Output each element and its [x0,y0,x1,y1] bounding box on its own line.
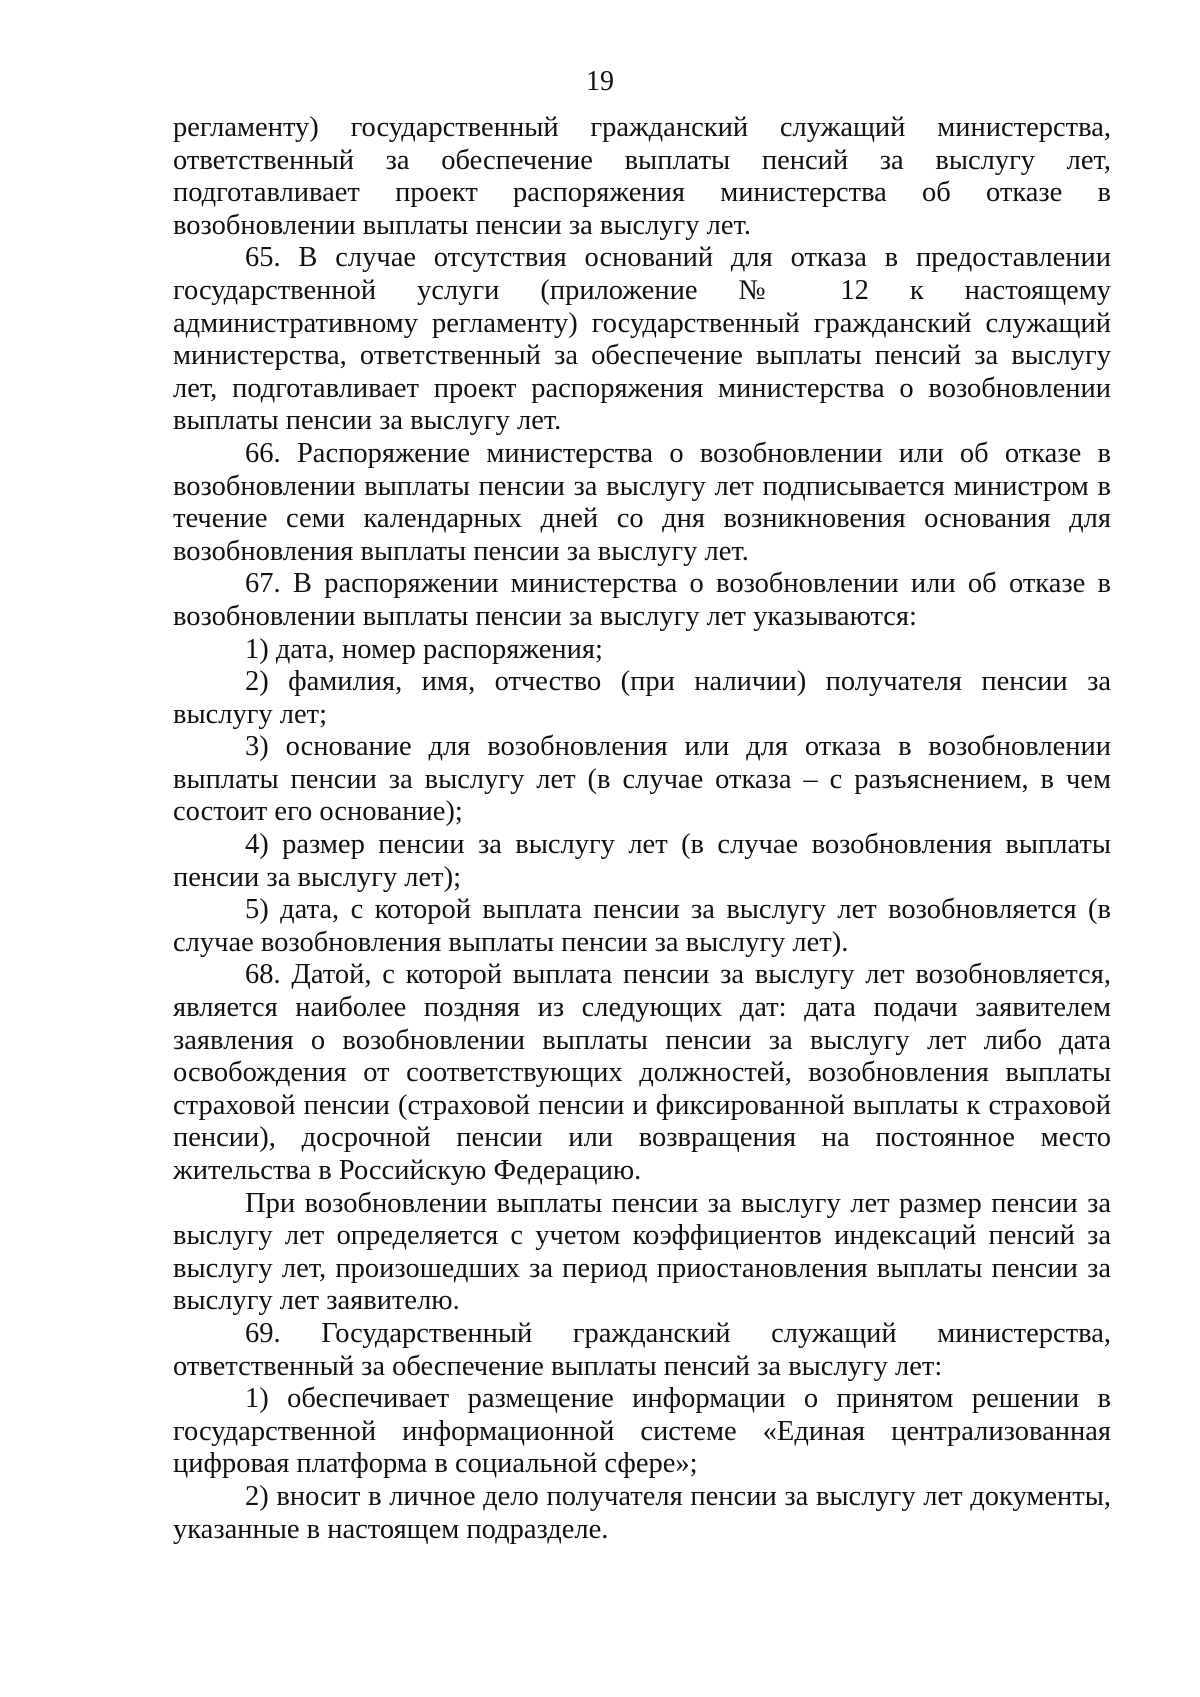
list-item-67-2: 2) фамилия, имя, отчество (при наличии) получателя пенсии за выслугу лет; [173,666,1111,730]
page-number: 19 [586,66,614,97]
paragraph-67: 67. В распоряжении министерства о возобновлении или об отказе в возобновлении выплаты пенсии за выслугу лет указываются: [173,568,1111,632]
document-body [173,112,1111,1546]
paragraph-continuation: регламенту) государственный гражданский служащий министерства, ответственный за обеспечение выплаты пенсий за выслугу лет, подготавливает проект распоряжения министерства об отказе в возобновлении выплаты пенсии за выслугу лет. [173,112,1111,241]
list-item-67-5: 5) дата, с которой выплата пенсии за выслугу лет возобновляется (в случае возобновления выплаты пенсии за выслугу лет). [173,894,1111,958]
paragraph-68: 68. Датой, с которой выплата пенсии за выслугу лет возобновляется, является наиболее поздняя из следующих дат: дата подачи заявителем заявления о возобновлении выплаты пенсии за выслугу лет либо дата освобождения от соответствующих должностей, возобновления выплаты страховой пенсии (страховой пенсии и фиксированной выплаты к страховой пенсии), досрочной пенсии или возвращения на постоянное место жительства в Российскую Федерацию. [173,959,1111,1186]
list-item-67-4: 4) размер пенсии за выслугу лет (в случае возобновления выплаты пенсии за выслугу лет); [173,829,1111,893]
paragraph-69: 69. Государственный гражданский служащий министерства, ответственный за обеспечение выплаты пенсий за выслугу лет: [173,1317,1111,1382]
list-item-67-3: 3) основание для возобновления или для отказа в возобновлении выплаты пенсии за выслугу лет (в случае отказа – с разъяснением, в чем состоит его основание); [173,731,1111,828]
list-item-67-1: 1) дата, номер распоряжения; [245,633,603,665]
list-item-69-2: 2) вносит в личное дело получателя пенсии за выслугу лет документы, указанные в настоящем подразделе. [173,1480,1111,1545]
paragraph-65: 65. В случае отсутствия оснований для отказа в предоставлении государственной услуги (приложение № 12 к настоящему административному регламенту) государственный гражданский служащий министерства, ответственный за обеспечение выплаты пенсий за выслугу лет, подготавливает проект распоряжения министерства о возобновлении выплаты пенсии за выслугу лет. [173,242,1111,437]
paragraph-66: 66. Распоряжение министерства о возобновлении или об отказе в возобновлении выплаты пенсии за выслугу лет подписывается министром в течение семи календарных дней со дня возникновения основания для возобновления выплаты пенсии за выслугу лет. [173,437,1111,567]
list-item-69-1: 1) обеспечивает размещение информации о принятом решении в государственной информационной системе «Единая централизованная цифровая платформа в социальной сфере»; [173,1383,1111,1480]
paragraph-68-continued: При возобновлении выплаты пенсии за выслугу лет размер пенсии за выслугу лет определяется с учетом коэффициентов индексаций пенсий за выслугу лет, произошедших за период приостановления выплаты пенсии за выслугу лет заявителю. [173,1187,1111,1317]
